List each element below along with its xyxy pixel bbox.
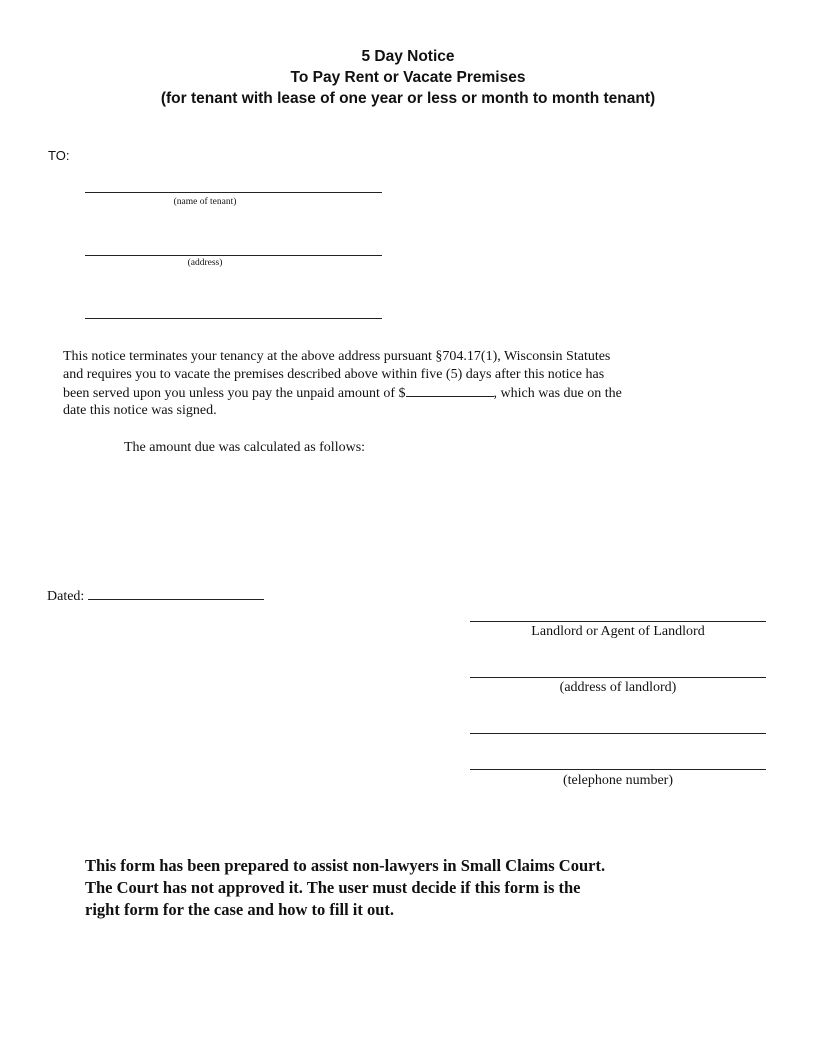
date-field[interactable] [88,587,264,600]
tenant-name-caption: (name of tenant) [173,197,237,207]
calculation-intro: The amount due was calculated as follows: [124,440,366,455]
landlord-signature-field[interactable] [470,621,766,622]
landlord-address-field[interactable] [470,677,766,678]
notice-paragraph-line-4: date this notice was signed. [63,403,217,418]
notice-paragraph-line-2: and requires you to vacate the premises described above within five (5) days after this notice has [63,367,605,382]
notice-paragraph-line-3-end: , which was due on the [493,386,622,401]
telephone-field[interactable] [470,769,766,770]
tenant-address-field-2[interactable] [85,318,382,319]
document-title: 5 Day Notice [361,48,455,65]
disclaimer-line-1: This form has been prepared to assist non-lawyers in Small Claims Court. [85,856,606,875]
telephone-caption: (telephone number) [562,773,673,788]
document-qualifier: (for tenant with lease of one year or less or month to month tenant) [160,90,656,107]
notice-paragraph-line-3-start: been served upon you unless you pay the unpaid amount of $ [63,386,406,401]
landlord-signature-caption: Landlord or Agent of Landlord [531,624,705,639]
unpaid-amount-field[interactable] [406,384,494,397]
landlord-address-caption: (address of landlord) [559,680,677,695]
tenant-name-field[interactable] [85,192,382,193]
disclaimer-line-2: The Court has not approved it. The user must decide if this form is the [85,878,581,897]
dated-row [47,587,264,606]
tenant-address-caption: (address) [187,258,223,268]
disclaimer-line-3: right form for the case and how to fill it out. [85,900,395,919]
document-subtitle: To Pay Rent or Vacate Premises [290,69,526,86]
notice-paragraph-line-3 [63,384,622,403]
landlord-address-field-2[interactable] [470,733,766,734]
notice-paragraph-line-1: This notice terminates your tenancy at the above address pursuant §704.17(1), Wisconsin Statutes [63,349,611,364]
dated-label: Dated: [47,589,85,604]
tenant-address-field[interactable] [85,255,382,256]
to-label: TO: [48,148,70,163]
